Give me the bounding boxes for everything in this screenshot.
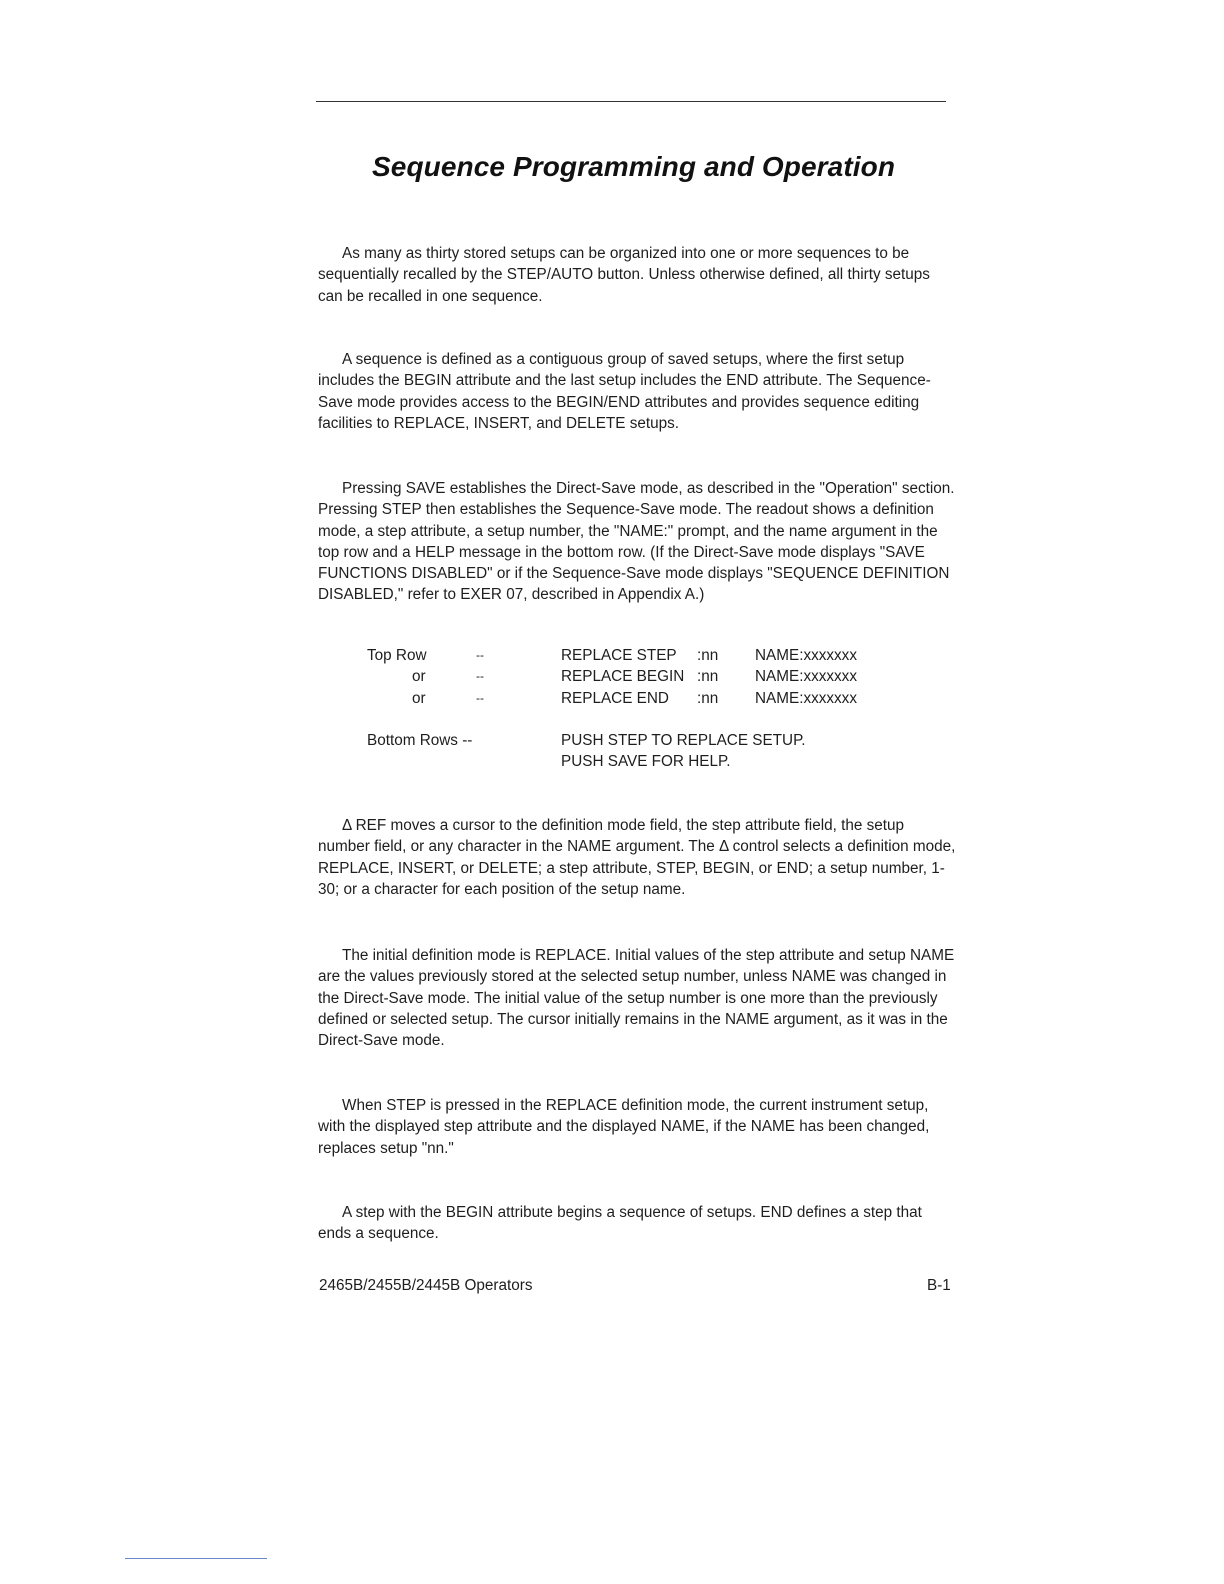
paragraph-intro: As many as thirty stored setups can be organized into one or more sequences to be sequentially recalled by the STEP/AUTO button. Unless otherwise defined, all thirty setups can be recalled in one sequence. bbox=[318, 245, 930, 305]
paragraph-initial-mode: The initial definition mode is REPLACE. Initial values of the step attribute and setup NAME are the values previously stored at the selected setup number, unless NAME was changed in the Direct-Save mode. The initial value of the setup number is one more than the previously defined or selected setup. The cursor initially remains in the NAME argument, as it was in the Direct-Save mode. bbox=[318, 947, 955, 1050]
paragraph-sequence-definition: A sequence is defined as a contiguous group of saved setups, where the first setup includes the BEGIN attribute and the last setup includes the END attribute. The Sequence-Save mode provides access to the BEGIN/END attributes and provides sequence editing facilities to REPLACE, INSERT, and DELETE setups. bbox=[318, 351, 931, 432]
readout-number: :nn bbox=[697, 647, 719, 664]
readout-mode: REPLACE END bbox=[561, 689, 669, 707]
readout-row-label: or bbox=[412, 689, 426, 707]
readout-help-line-2: PUSH SAVE FOR HELP. bbox=[561, 753, 731, 771]
paragraph-replace-step: When STEP is pressed in the REPLACE definition mode, the current instrument setup, with the displayed step attribute and the displayed NAME, if the NAME has been changed, replaces setup "nn." bbox=[318, 1097, 930, 1157]
footer-manual-title: 2465B/2455B/2445B Operators bbox=[319, 1277, 533, 1294]
page-title: Sequence Programming and Operation bbox=[372, 151, 896, 182]
bottom-edge-line bbox=[125, 1558, 267, 1559]
top-rule bbox=[316, 101, 946, 102]
readout-row-label: Top Row bbox=[367, 647, 427, 664]
readout-mode: REPLACE BEGIN bbox=[561, 668, 685, 686]
paragraph-begin-end: A step with the BEGIN attribute begins a sequence of setups. END defines a step that ends a sequence. bbox=[318, 1204, 922, 1243]
readout-bottom-label: Bottom Rows -- bbox=[367, 732, 473, 750]
readout-help-line-1: PUSH STEP TO REPLACE SETUP. bbox=[561, 732, 806, 750]
paragraph-delta-ref: Δ REF moves a cursor to the definition mode field, the step attribute field, the setup number field, or any character in the NAME argument. The Δ control selects a definition mode, REPLACE, INSERT, or DELETE; a step attribute, STEP, BEGIN, or END; a setup number, 1-30; or a character for each position of the setup name. bbox=[318, 817, 956, 898]
readout-dash: -- bbox=[476, 648, 484, 662]
paragraph-save-mode: Pressing SAVE establishes the Direct-Save mode, as described in the "Operation" section. Pressing STEP then establishes the Sequence-Save mode. The readout shows a definition mode, a step attribute, a setup number, the "NAME:" prompt, and the name argument in the top row and a HELP message in the bottom row. (If the Direct-Save mode displays "SAVE FUNCTIONS DISABLED" or if the Sequence-Save mode displays "SEQUENCE DEFINITION DISABLED," refer to EXER 07, described in Appendix A.) bbox=[318, 480, 955, 604]
footer-page-number: B-1 bbox=[927, 1277, 951, 1294]
readout-name: NAME:xxxxxxx bbox=[755, 668, 857, 686]
readout-name: NAME:xxxxxxx bbox=[755, 689, 857, 707]
readout-number: :nn bbox=[697, 668, 719, 686]
readout-mode: REPLACE STEP bbox=[561, 647, 677, 664]
readout-dash: -- bbox=[476, 690, 484, 705]
readout-number: :nn bbox=[697, 689, 719, 707]
readout-dash: -- bbox=[476, 669, 484, 684]
readout-name: NAME:xxxxxxx bbox=[755, 647, 857, 664]
readout-row-label: or bbox=[412, 668, 426, 686]
